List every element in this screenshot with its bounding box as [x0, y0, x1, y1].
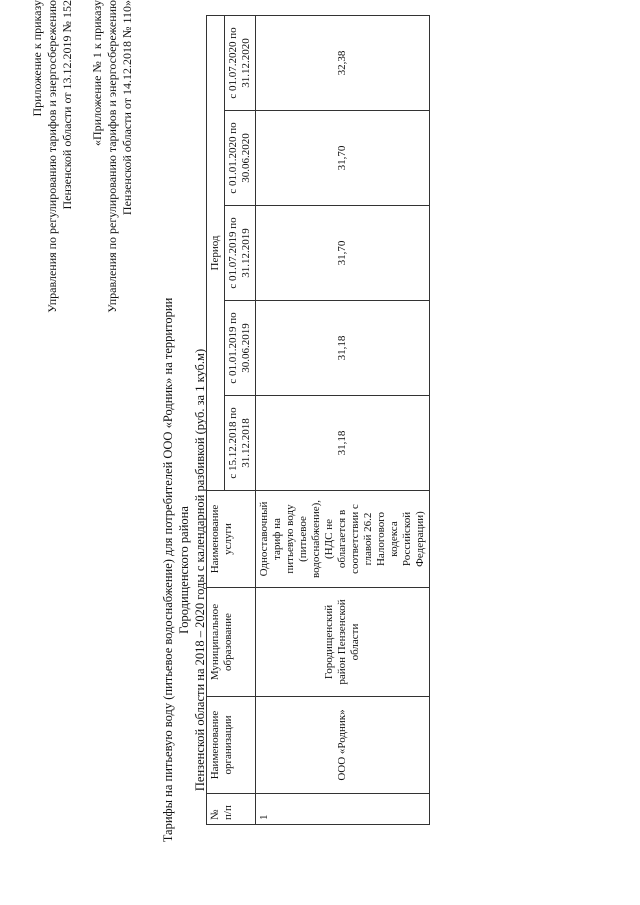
header-period-1: с 15.12.2018 по 31.12.2018	[225, 396, 256, 491]
appendix-header-line-1: «Приложение № 1 к приказу	[90, 0, 104, 146]
header-period-4: с 01.01.2020 по 30.06.2020	[225, 111, 256, 206]
header-period-2: с 01.01.2019 по 30.06.2019	[225, 301, 256, 396]
header-organization: Наименование организации	[207, 697, 256, 794]
appendix-header-line-3: Пензенской области от 14.12.2018 № 110»	[120, 0, 134, 216]
order-header	[30, 0, 75, 420]
cell-no: 1	[256, 794, 430, 825]
cell-value-4: 31,70	[256, 111, 430, 206]
cell-value-5: 32,38	[256, 16, 430, 111]
cell-organization: ООО «Родник»	[256, 697, 430, 794]
order-header-line-1: Приложение к приказу	[30, 0, 44, 117]
document-title-line-2: Пензенской области на 2018 – 2020 годы с календарной разбивкой (руб. за 1 куб.м)	[193, 348, 207, 792]
appendix-header-line-2: Управления по регулированию тарифов и энергосбережению	[105, 0, 119, 313]
header-period-3: с 01.07.2019 по 31.12.2019	[225, 206, 256, 301]
appendix-header	[90, 0, 135, 420]
header-period: Период	[207, 16, 225, 491]
cell-value-2: 31,18	[256, 301, 430, 396]
header-municipality: Муниципальное образование	[207, 588, 256, 697]
cell-municipality: Городищенский район Пензенской области	[256, 588, 430, 697]
table-header-row	[207, 16, 225, 825]
cell-service: Одноставочный тариф на питьевую воду (питьевое водоснабжение), (НДС не облагается в соответствии с главой 26.2 Налогового кодекса Российской Федерации)	[256, 491, 430, 588]
header-no: № п/п	[207, 794, 256, 825]
cell-value-3: 31,70	[256, 206, 430, 301]
tariff-table	[206, 15, 430, 825]
table-row	[256, 16, 430, 825]
header-period-5: с 01.07.2020 по 31.12.2020	[225, 16, 256, 111]
cell-value-1: 31,18	[256, 396, 430, 491]
document-title	[160, 265, 208, 875]
header-service: Наименование услуги	[207, 491, 256, 588]
document-title-line-1: Тарифы на питьевую воду (питьевое водоснабжение) для потребителей ООО «Родник» на территории Городищенского района	[161, 297, 191, 843]
order-header-line-3: Пензенской области от 13.12.2019 № 152	[60, 0, 74, 210]
order-header-line-2: Управления по регулированию тарифов и энергосбережению	[45, 0, 59, 313]
